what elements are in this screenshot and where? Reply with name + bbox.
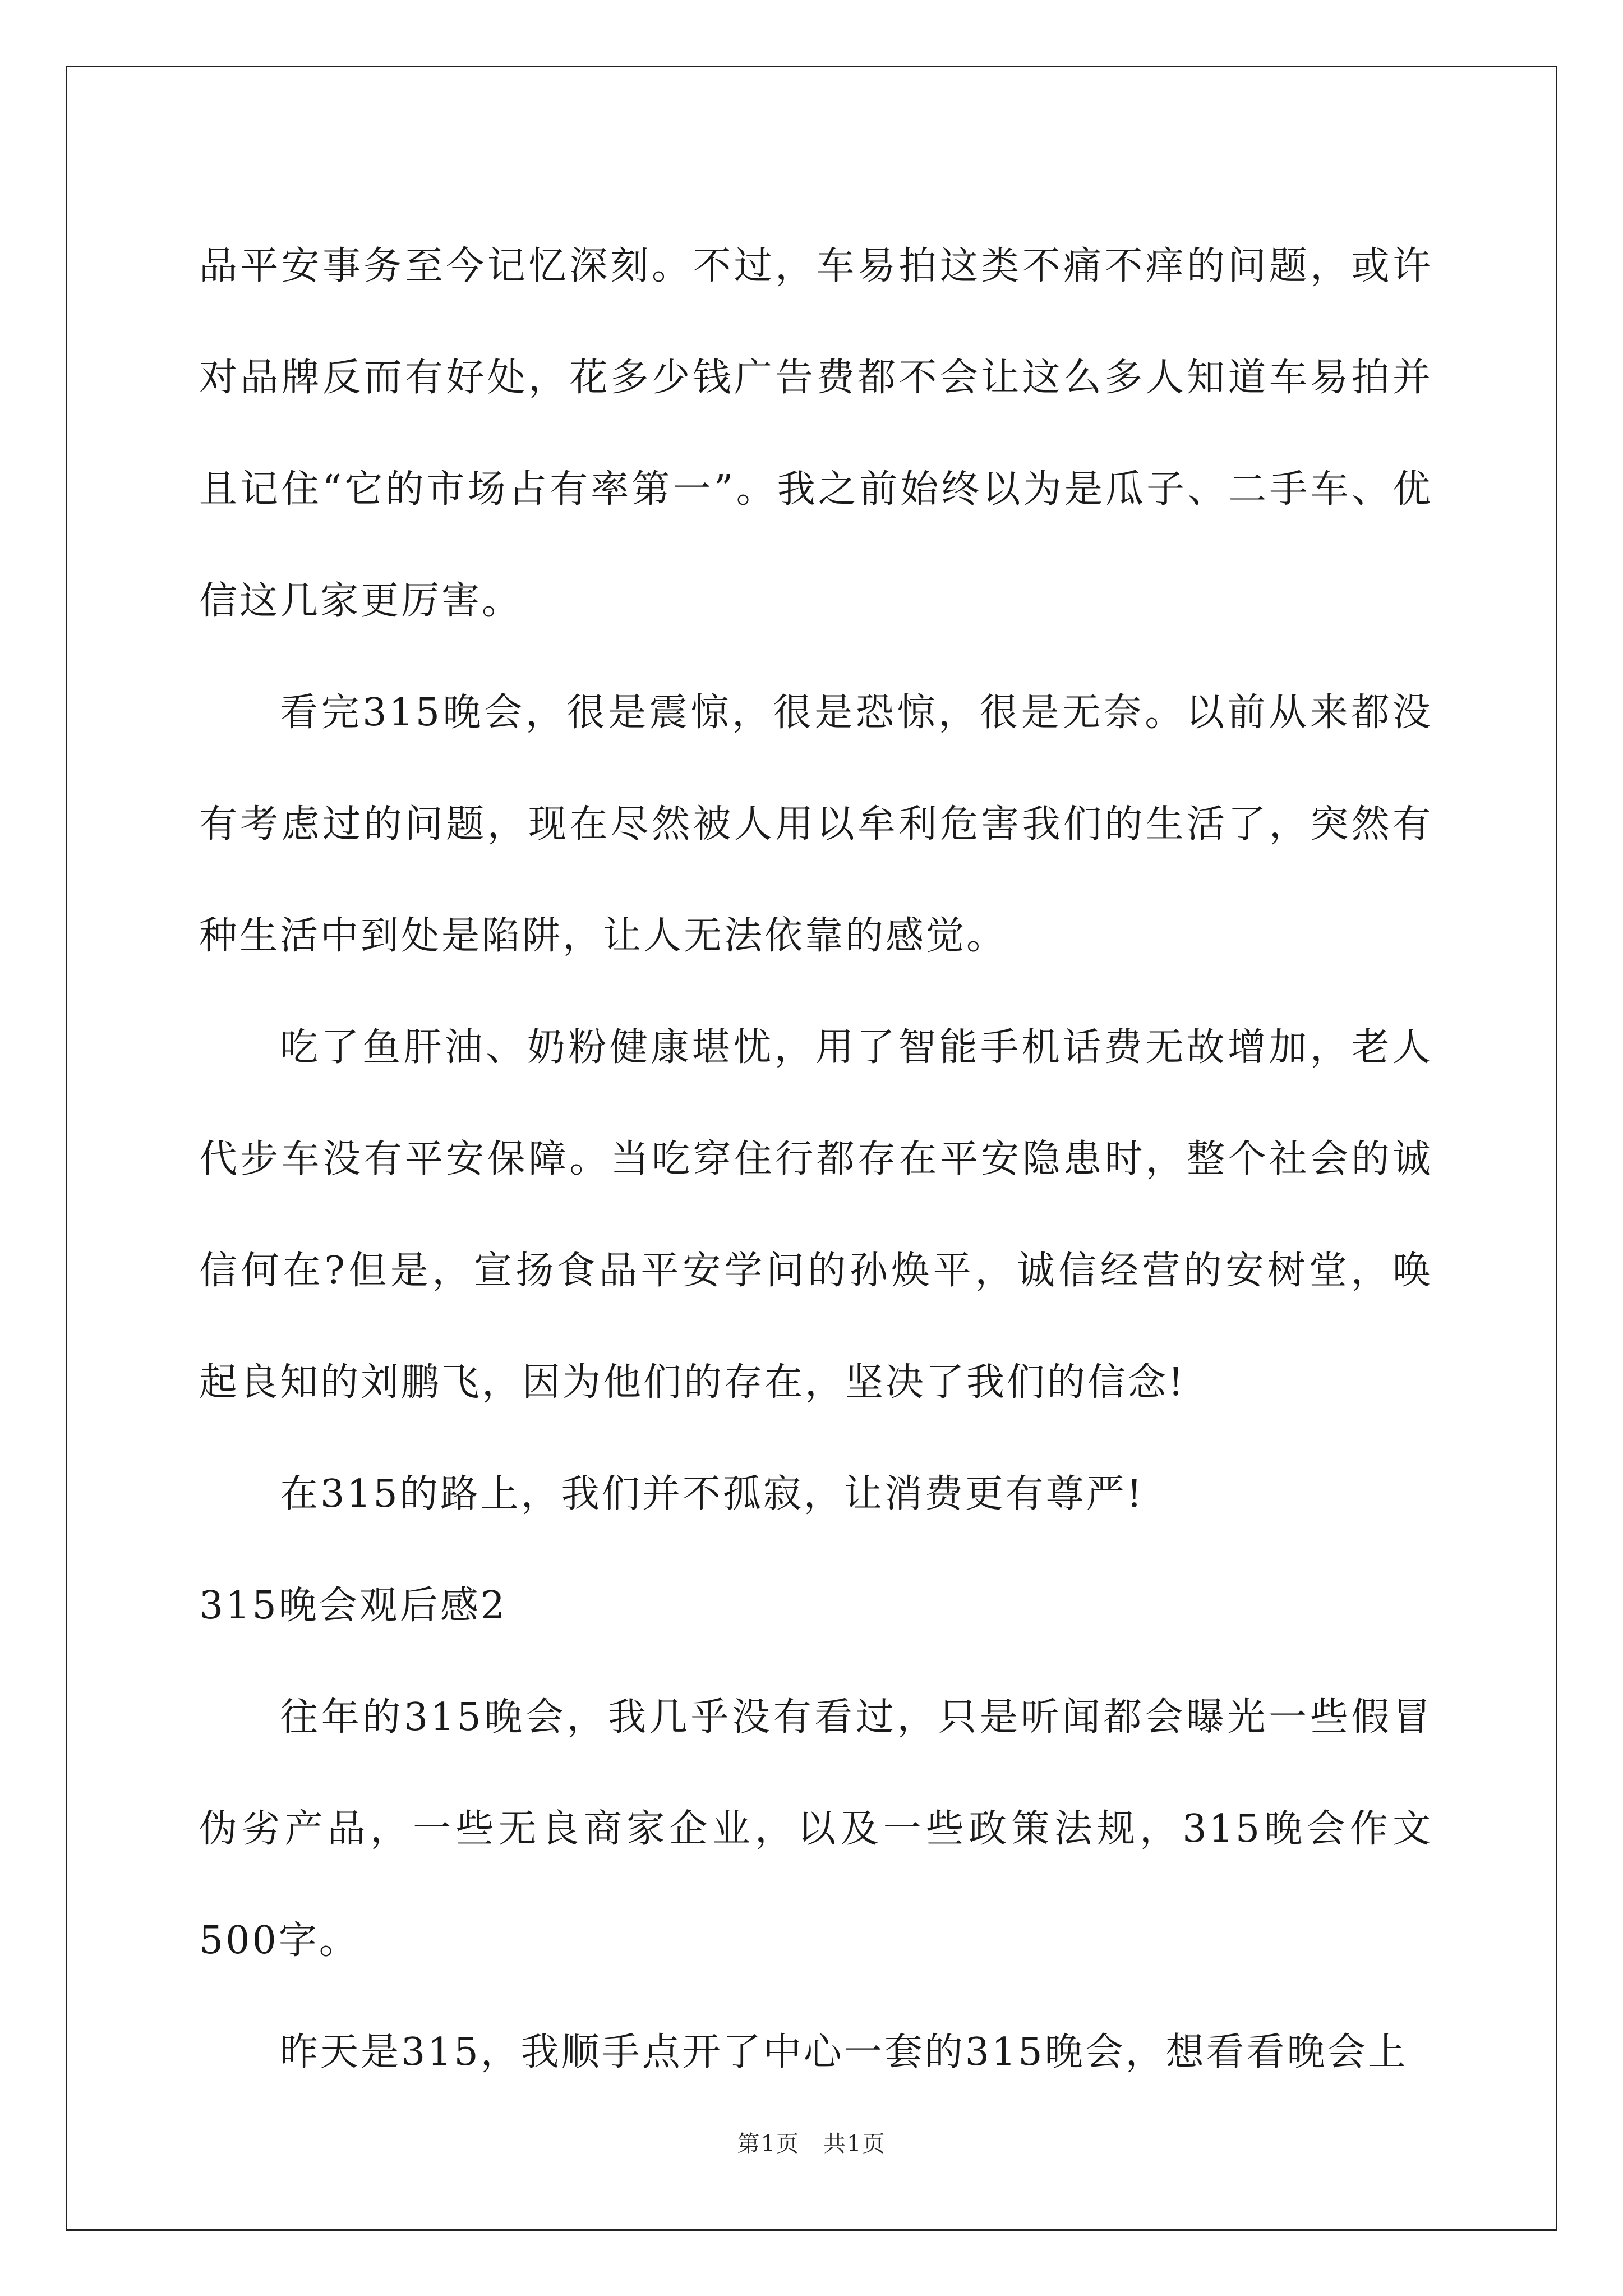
paragraph-4: 在315的路上，我们并不孤寂，让消费更有尊严! bbox=[280, 1472, 1145, 1516]
paragraph-6: 昨天是315，我顺手点开了中心一套的315晚会，想看看晚会上 bbox=[280, 2030, 1408, 2074]
paragraph-5: 往年的315晚会，我几乎没有看过，只是听闻都会曝光一些假冒伪劣产品，一些无良商家企业，以及一些政策法规，315晚会作文500字。 bbox=[199, 1695, 1433, 1963]
paragraph-1: 品平安事务至今记忆深刻。不过，车易拍这类不痛不痒的问题，或许对品牌反而有好处，花多少钱广告费都不会让这么多人知道车易拍并且记住“它的市场占有率第一”。我之前始终以为是瓜子、二手车、优信这几家更厉害。 bbox=[199, 244, 1433, 623]
document-body bbox=[199, 210, 1433, 2108]
paragraph-3: 吃了鱼肝油、奶粉健康堪忧，用了智能手机话费无故增加，老人代步车没有平安保障。当吃穿住行都存在平安隐患时，整个社会的诚信何在?但是，宣扬食品平安学问的孙焕平，诚信经营的安树堂，唤起良知的刘鹏飞，因为他们的存在，坚决了我们的信念! bbox=[199, 1025, 1433, 1405]
page-footer: 第1页 共1页 bbox=[737, 2131, 886, 2157]
section-heading: 315晚会观后感2 bbox=[199, 1584, 508, 1628]
paragraph-2: 看完315晚会，很是震惊，很是恐惊，很是无奈。以前从来都没有考虑过的问题，现在尽然被人用以牟利危害我们的生活了，突然有种生活中到处是陷阱，让人无法依靠的感觉。 bbox=[199, 691, 1433, 958]
